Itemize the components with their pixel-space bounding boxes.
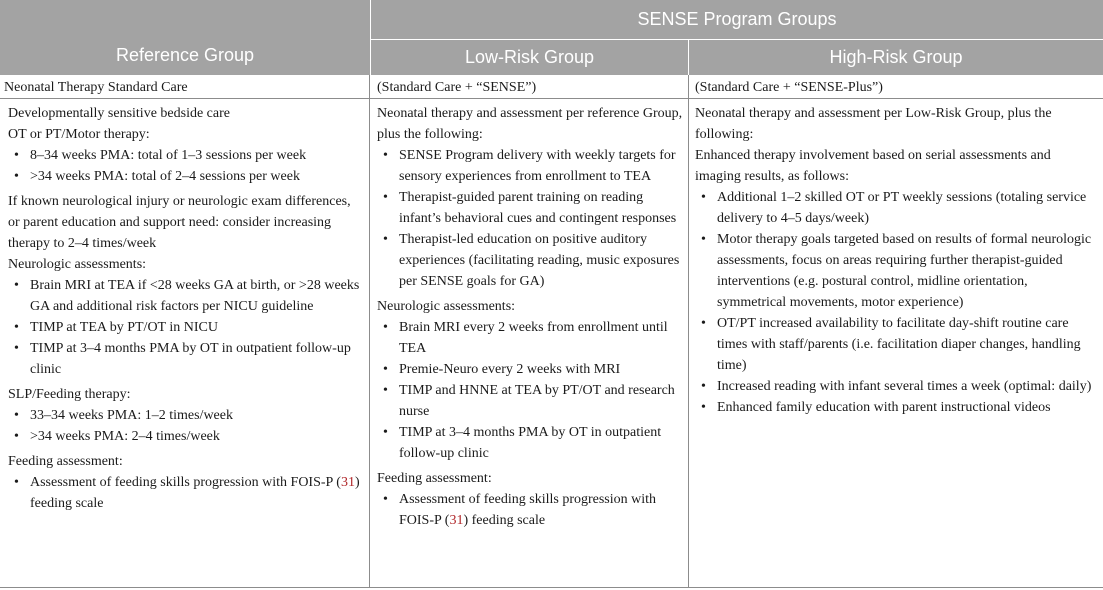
header-high-risk-group	[689, 40, 1103, 75]
subheader-high-risk: (Standard Care + “SENSE-Plus”)	[695, 80, 883, 95]
low-risk-group-content	[377, 103, 683, 531]
list-item: • TIMP at TEA by PT/OT in NICU	[8, 317, 364, 338]
list-item: • Assessment of feeding skills progression with FOIS-P (31) feeding scale	[8, 472, 364, 514]
list-item: • Enhanced family education with parent instructional videos	[695, 397, 1099, 418]
text-paragraph: Neonatal therapy and assessment per Low-Risk Group, plus the following:	[695, 106, 1052, 142]
text-paragraph: Neonatal therapy and assessment per reference Group, plus the following:	[377, 106, 683, 142]
list-item: • Brain MRI every 2 weeks from enrollment until TEA	[377, 317, 683, 359]
header-sense-program-groups	[371, 0, 1103, 39]
list-item: • Therapist-guided parent training on reading infant’s behavioral cues and contingent responses	[377, 187, 683, 229]
list-item: • TIMP at 3–4 months PMA by OT in outpatient follow-up clinic	[377, 422, 683, 464]
list-item: • OT/PT increased availability to facilitate day-shift routine care times with staff/parents (i.e. facilitation diaper changes, handling time)	[695, 313, 1099, 376]
header-low-risk-group	[371, 40, 688, 75]
list-item: • Assessment of feeding skills progression with FOIS-P (31) feeding scale	[377, 489, 683, 531]
list-item: • 33–34 weeks PMA: 1–2 times/week	[8, 405, 364, 426]
text-line: Developmentally sensitive bedside care	[8, 106, 230, 121]
subheader-low-risk: (Standard Care + “SENSE”)	[377, 80, 537, 95]
list-item: • >34 weeks PMA: 2–4 times/week	[8, 426, 364, 447]
citation-link[interactable]: 31	[449, 513, 464, 528]
header-sense-label: SENSE Program Groups	[637, 9, 837, 29]
reference-group-content	[8, 103, 364, 514]
list-item: • Additional 1–2 skilled OT or PT weekly sessions (totaling service delivery to 4–5 days/week)	[695, 187, 1099, 229]
column-separator-1	[369, 75, 370, 588]
text-line: Feeding assessment:	[377, 471, 492, 486]
text-line: SLP/Feeding therapy:	[8, 387, 131, 402]
header-low-risk-label: Low-Risk Group	[464, 47, 595, 67]
list-item: • Motor therapy goals targeted based on results of formal neurologic assessments, focus on areas requiring further therapist-guided interventions (e.g. postural control, midline orientation, symmetrical movements, motor experience)	[695, 229, 1099, 313]
text-line: Neurologic assessments:	[8, 257, 147, 272]
list-item: • SENSE Program delivery with weekly targets for sensory experiences from enrollment to TEA	[377, 145, 683, 187]
subheader-reference: Neonatal Therapy Standard Care	[4, 80, 188, 95]
column-separator-2	[688, 75, 689, 588]
list-item: • 8–34 weeks PMA: total of 1–3 sessions per week	[8, 145, 364, 166]
rule-table-bottom	[0, 587, 1103, 588]
list-item: • Increased reading with infant several times a week (optimal: daily)	[695, 376, 1099, 397]
text-line: OT or PT/Motor therapy:	[8, 127, 150, 142]
header-reference-group	[0, 0, 370, 75]
list-item: • Therapist-led education on positive auditory experiences (facilitating reading, music exposures per SENSE goals for GA)	[377, 229, 683, 292]
text-paragraph: Enhanced therapy involvement based on serial assessments and imaging results, as follows:	[695, 148, 1051, 184]
list-item: • Premie-Neuro every 2 weeks with MRI	[377, 359, 683, 380]
citation-link[interactable]: 31	[340, 475, 355, 490]
list-item: • Brain MRI at TEA if <28 weeks GA at birth, or >28 weeks GA and additional risk factors per NICU guideline	[8, 275, 364, 317]
text-paragraph: If known neurological injury or neurologic exam differences, or parent education and support need: consider increasing therapy to 2–4 times/week	[8, 194, 351, 251]
text-line: Feeding assessment:	[8, 454, 123, 469]
header-divider	[371, 39, 1103, 40]
rule-subheader-bottom	[0, 98, 1103, 99]
header-reference-label: Reference Group	[115, 45, 255, 65]
text-line: Neurologic assessments:	[377, 299, 516, 314]
list-item: • TIMP at 3–4 months PMA by OT in outpatient follow-up clinic	[8, 338, 364, 380]
header-high-risk-label: High-Risk Group	[829, 47, 963, 67]
list-item: • TIMP and HNNE at TEA by PT/OT and research nurse	[377, 380, 683, 422]
high-risk-group-content	[695, 103, 1099, 418]
list-item: • >34 weeks PMA: total of 2–4 sessions per week	[8, 166, 364, 187]
